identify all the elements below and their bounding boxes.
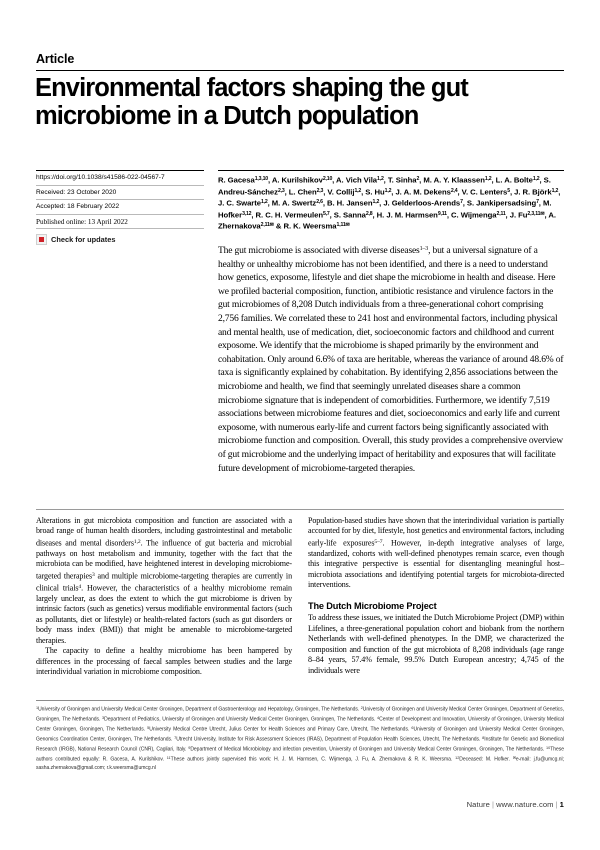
author-affiliation-marker[interactable]: 2,6	[316, 199, 323, 205]
affiliation-text: Institute for Genetic and Biomedical Research (IRGB), National Research Council (CNR), Cagliari, Italy.	[36, 736, 564, 753]
affiliation-text: e-mail: j.fu@umcg.nl; sasha.zhernakova@gmail.com; r.k.weersma@umcg.nl	[36, 756, 564, 771]
author-affiliation-marker[interactable]: 5,7	[323, 210, 330, 217]
affiliation-text: Department of Pediatrics, University of Groningen and University Medical Center Groningen, Groningen, The Netherlands.	[104, 716, 378, 723]
right-paragraph-2: To address these issues, we initiated the Dutch Microbiome Project (DMP) within Lifelines, a three-generational population cohort and biobank from the northern Netherlands with well-defined phenotypes. In the DMP, we characterized the composition and function of the gut microbiota of 8,208 individuals (age range 8–84 years, 57.4% female, 99.5% Dutch European ancestry; 4,745 of the individuals were	[308, 613, 564, 675]
footer-page-number: 1	[559, 800, 564, 809]
author-name[interactable]: , C. Wijmenga	[446, 209, 497, 219]
affiliation-marker: 9	[188, 745, 191, 750]
footer-journal-name: Nature	[466, 800, 490, 809]
affiliations-top-rule	[36, 700, 564, 701]
author-name[interactable]: , S. Sanna	[329, 209, 366, 219]
author-affiliation-marker[interactable]: 3,12	[242, 210, 252, 217]
affiliation-marker: 10	[546, 745, 551, 750]
author-name[interactable]: , L. A. Bolte	[491, 175, 533, 185]
body-top-rule	[36, 509, 564, 510]
page-footer	[467, 800, 564, 809]
author-affiliation-marker[interactable]: 2,3,11✉	[527, 210, 545, 217]
author-name[interactable]: , M. A. Swertz	[267, 198, 317, 208]
right-p1-a: Population-based studies have shown that the interindividual variation is partially accounted for by diet, lifestyle, host genetics and environmental factors, including early-life exposures	[308, 516, 564, 548]
author-name[interactable]: R. Gacesa	[218, 175, 255, 185]
affiliation-text: University of Groningen and University Medical Center Groningen, Department of Gastroenterology and Hepatology, Groningen, The Netherlands.	[38, 706, 361, 713]
affiliation-marker: 3	[102, 715, 105, 720]
affiliation-text: These authors jointly supervised this work: H. J. M. Harmsen, C. Wijmenga, J. Fu, A. Zhernakova & R. K. Weersma.	[170, 756, 456, 763]
affiliation-text: University of Groningen and University Medical Center Groningen, Department of Genetics, Groningen, The Netherlands.	[36, 706, 564, 723]
author-name[interactable]: , A. Kurilshikov	[267, 175, 323, 185]
article-metadata	[36, 170, 204, 245]
author-affiliation-marker[interactable]: 1,2	[384, 187, 392, 194]
right-paragraph-1	[308, 516, 564, 591]
left-p1-a: Alterations in gut microbiota composition and function are associated with a broad range of human health disorders, including gastrointestinal and metabolic diseases and mental disorders	[36, 516, 292, 548]
accepted-date: Accepted: 18 February 2022	[36, 200, 204, 215]
author-name[interactable]: , H. J. M. Harmsen	[372, 209, 438, 219]
authors-top-rule	[218, 170, 564, 171]
affiliation-text: University Medical Centre Utrecht, Julius Center for Health Sciences and Primary Care, Utrecht, The Netherlands.	[149, 726, 412, 733]
author-name[interactable]: , B. H. Jansen	[322, 198, 373, 208]
citation-4[interactable]: 4	[78, 583, 82, 590]
author-name[interactable]: , S. Andreu-Sánchez	[218, 175, 551, 196]
section-heading-dutch-microbiome-project: The Dutch Microbiome Project	[308, 600, 437, 611]
affiliation-marker: 5	[147, 725, 150, 730]
affiliation-text: Deceased: M. Hofker.	[459, 756, 513, 763]
footer-separator-2: |	[555, 800, 558, 809]
doi-link[interactable]: https://doi.org/10.1038/s41586-022-04567-7	[36, 171, 204, 186]
author-affiliation-marker[interactable]: 2,3	[316, 187, 324, 194]
author-name[interactable]: , M. Hofker	[218, 198, 552, 219]
affiliation-marker: 8	[482, 735, 485, 740]
author-affiliation-marker[interactable]: 2	[416, 176, 420, 182]
affiliation-marker: ✉	[512, 755, 516, 760]
check-for-updates-label: Check for updates	[51, 235, 116, 245]
author-affiliation-marker[interactable]: 1,2	[372, 199, 380, 205]
author-name[interactable]: , V. C. Lenters	[457, 186, 508, 196]
author-affiliation-marker[interactable]: 1,2	[532, 176, 540, 182]
abstract-part-1: The gut microbiome is associated with diverse diseases	[218, 245, 420, 256]
author-affiliation-marker[interactable]: 1,2	[377, 176, 384, 182]
footer-separator-1: |	[491, 800, 495, 809]
author-affiliation-marker[interactable]: 1,2	[354, 187, 362, 194]
author-name[interactable]: , V. Collij	[323, 186, 355, 196]
author-name[interactable]: , S. Jankipersadsing	[462, 198, 537, 208]
author-affiliation-marker[interactable]: 2,11	[496, 210, 506, 217]
author-affiliation-marker[interactable]: 7	[460, 199, 463, 205]
body-column-right	[308, 516, 564, 676]
author-affiliation-marker[interactable]: 1,2	[484, 176, 492, 182]
author-list	[218, 174, 566, 232]
affiliation-marker: 1	[36, 706, 39, 710]
author-affiliation-marker[interactable]: 2,4	[450, 187, 458, 194]
author-affiliation-marker[interactable]: 1,2	[551, 187, 559, 194]
author-affiliation-marker[interactable]: 5	[507, 187, 510, 194]
author-name[interactable]: , J. Gelderloos-Arends	[379, 198, 461, 208]
author-name[interactable]: , L. Chen	[284, 186, 317, 196]
author-affiliation-marker[interactable]: 1,2	[260, 199, 268, 205]
affiliations	[36, 704, 564, 772]
received-date: Received: 23 October 2020	[36, 186, 204, 201]
author-name[interactable]: , J. Fu	[505, 209, 528, 219]
author-name[interactable]: , J. R. Björk	[509, 186, 552, 196]
citation-1-2[interactable]: 1,2	[133, 538, 141, 545]
article-type-kicker: Article	[36, 52, 75, 66]
author-affiliation-marker[interactable]: 1,3,10	[254, 176, 268, 182]
author-name[interactable]: , S. Hu	[361, 186, 385, 196]
affiliation-marker: 12	[455, 755, 460, 760]
citation-3[interactable]: 3	[91, 571, 95, 578]
author-name[interactable]: & R. K. Weersma	[273, 221, 337, 231]
affiliation-text: University of Groningen and University Medical Center Groningen, Genomics Coordination Center, Groningen, The Netherlands.	[36, 726, 564, 743]
author-affiliation-marker[interactable]: 2,11✉	[260, 222, 274, 228]
author-name[interactable]: , M. A. Y. Klaassen	[419, 175, 485, 185]
left-p1-c: and multiple microbiome-targeting therapies are currently in clinical trials	[36, 571, 292, 593]
author-affiliation-marker[interactable]: 2,10	[322, 176, 333, 182]
citation-5-7[interactable]: 5–7	[374, 538, 383, 545]
affiliation-marker: 2	[360, 706, 363, 710]
author-affiliation-marker[interactable]: 2,8	[365, 210, 373, 217]
abstract-part-2: , but a universal signature of a healthy or unhealthy microbiome has not been identified, and there is a need to understand how genetics, exposome, lifestyle and diet shape the microbiome in health and disease. Here we profiled bacterial composition, function, antibiotic resistance and virulence factors in the gut microbiomes of 8,208 Dutch individuals from a three-generational cohort comprising 2,756 families. We correlated these to 241 host and environmental factors, including physical and mental health, use of medication, diet, socioeconomic factors and childhood and current exposome. We identify that the microbiome is shaped primarily by the environment and cohabitation. Only around 6.6% of taxa are heritable, whereas the variance of around 48.6% of taxa is significantly explained by cohabitation. By identifying 2,856 associations between the microbiome and health, we find that seemingly unrelated diseases share a common microbiome signature that is independent of comorbidities. Furthermore, we identify 7,519 associations between microbiome features and diet, socioeconomics and early life and current exposome, with numerous early-life and current factors being significantly associated with microbiome function and composition. Overall, this study provides a comprehensive overview of gut microbiome and the underlying impact of heritability and exposures that will facilitate future development of microbiome-targeted therapies.	[218, 245, 564, 474]
affiliation-text: Utrecht University, Institute for Risk Assessment Sciences (IRAS), Department of Population Health Sciences, Utrecht, The Netherlands.	[176, 736, 483, 743]
affiliation-marker: 7	[174, 735, 177, 740]
left-paragraph-1	[36, 516, 292, 646]
author-affiliation-marker[interactable]: 7	[536, 199, 539, 205]
published-date: Published online: 13 April 2022	[36, 215, 204, 230]
crossmark-icon	[36, 234, 47, 245]
left-p1-b: . The influence of gut bacteria and microbial pathways on host metabolism and immunity, together with the fact that the microbiota can be modified, have heightened interest in developing microbiome-targeted therapies	[36, 538, 292, 581]
abstract-citation-1[interactable]: 1–3	[419, 246, 429, 252]
check-for-updates-button[interactable]	[36, 229, 204, 245]
author-name[interactable]: , R. C. H. Vermeulen	[251, 209, 323, 219]
author-affiliation-marker[interactable]: 9,11	[437, 210, 447, 217]
affiliation-marker: 11	[166, 755, 171, 760]
footer-website[interactable]: www.nature.com	[496, 800, 554, 809]
author-name[interactable]: , A. Zhernakova	[218, 209, 556, 231]
author-name[interactable]: , A. Vich Vila	[332, 175, 378, 185]
author-name[interactable]: , J. A. M. Dekens	[391, 186, 451, 196]
left-p1-d: . However, the characteristics of a healthy microbiome remain largely unclear, as does the extent to which the gut microbiome is driven by intrinsic factors (such as genetics) versus modifiable environmental factors (such as pollutants, diet or lifestyle) or health-related factors (such as gut disorders or body mass index (BMI)) that might be amenable to microbiome-targeted therapies.	[36, 583, 292, 645]
author-name[interactable]: , T. Sinha	[383, 175, 417, 185]
affiliation-text: Department of Medical Microbiology and infection prevention, University of Groningen and University Medical Center Groningen, Groningen, The Netherlands.	[190, 746, 547, 753]
author-name[interactable]: , J. C. Swarte	[218, 186, 561, 208]
author-affiliation-marker[interactable]: 2,3	[277, 187, 285, 194]
affiliation-marker: 4	[377, 715, 380, 720]
body-column-left	[36, 516, 292, 678]
header-divider	[36, 70, 564, 71]
page-title: Environmental factors shaping the gut microbiome in a Dutch population	[35, 74, 468, 130]
right-p1-b: . However, in-depth integrative analyses of large, standardized, cohorts with well-defined phenotypes remain scarce, even though this integrative perspective is essential for disentangling meaningful host–microbiota associations and identifying potential targets for microbiota-directed interventions.	[308, 538, 564, 590]
affiliation-text: These authors contributed equally: R. Gacesa, A. Kurilshikov.	[36, 746, 564, 763]
abstract	[218, 243, 565, 475]
left-paragraph-2: The capacity to define a healthy microbiome has been hampered by differences in the processing of faecal samples between studies and the large interindividual variation in microbiome composition.	[36, 646, 292, 677]
author-affiliation-marker[interactable]: 1,11✉	[336, 222, 350, 228]
affiliation-text: Center of Development and Innovation, University of Groningen, University Medical Center Groningen, Groningen, The Netherlands.	[36, 716, 564, 733]
affiliation-marker: 6	[411, 725, 414, 730]
